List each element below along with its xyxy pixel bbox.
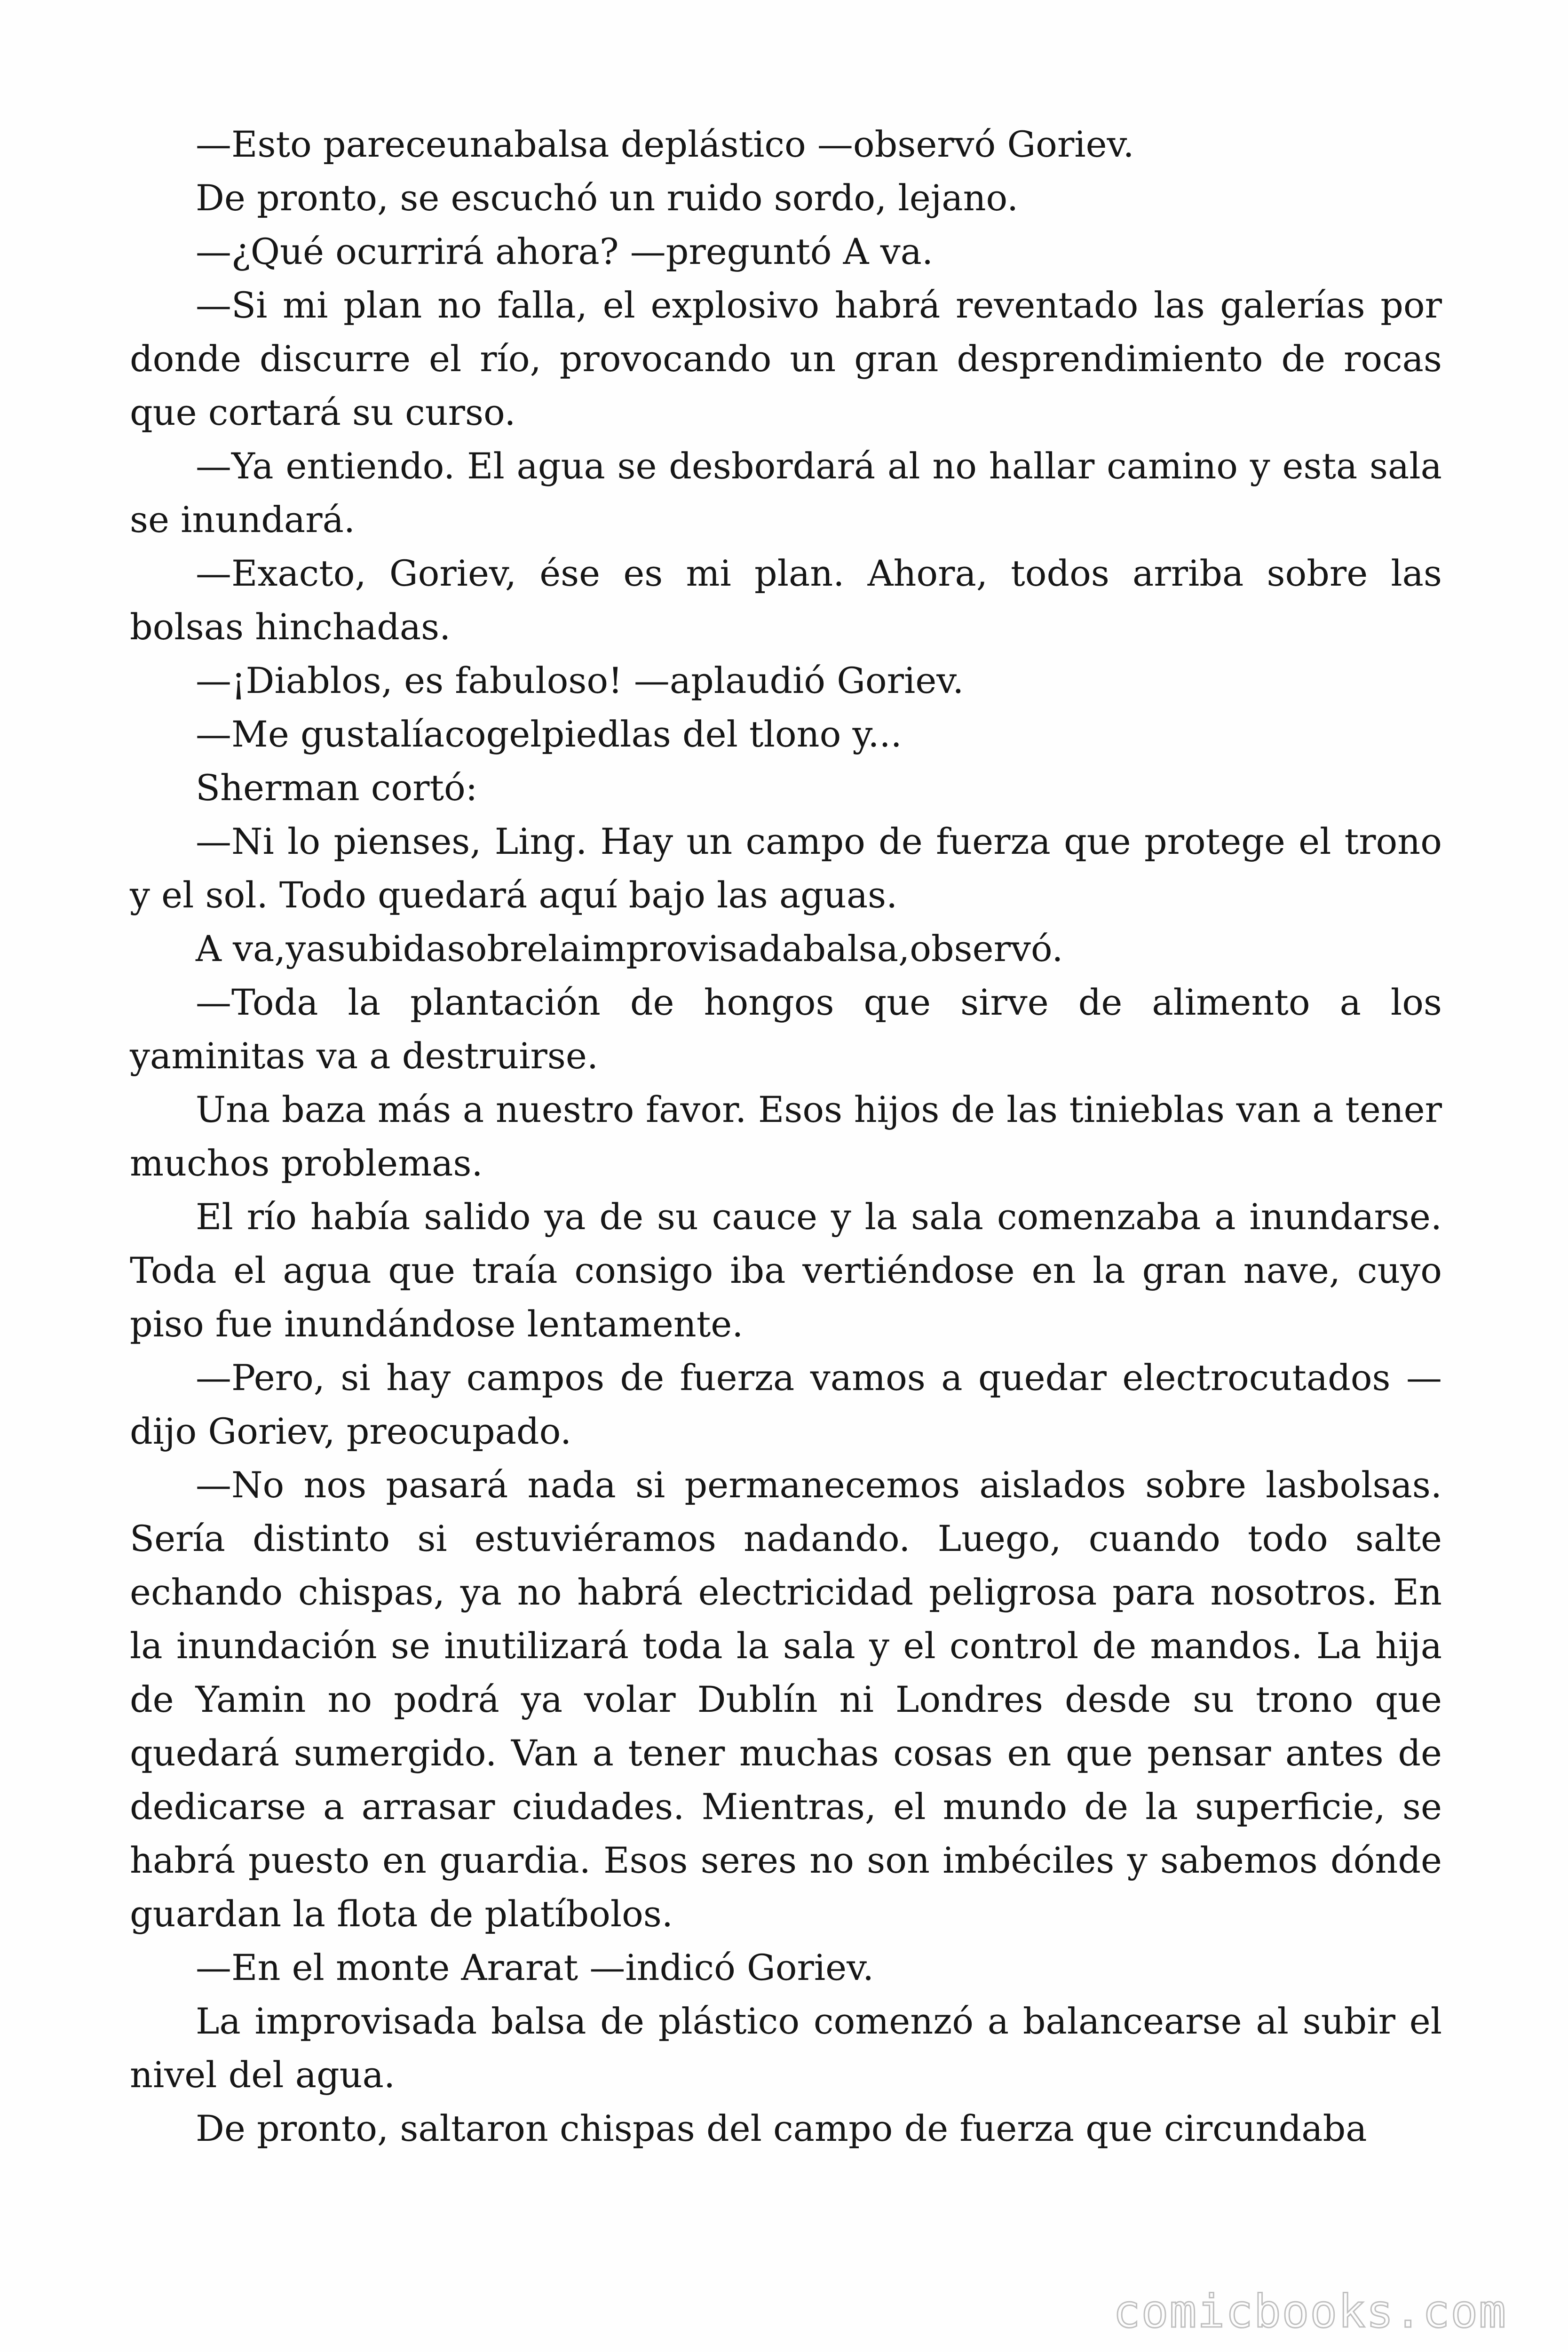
paragraph: De pronto, se escuchó un ruido sordo, lejano. (196, 177, 1019, 219)
paragraph: —Exacto, Goriev, ése es mi plan. Ahora, todos arriba sobre las bolsas hinchadas. (130, 552, 1442, 648)
watermark: comicbooks.com (1113, 2285, 1507, 2338)
paragraph: —Esto pareceunabalsa deplástico —observó Goriev. (196, 123, 1134, 165)
paragraph: —Pero, si hay campos de fuerza vamos a quedar electrocutados —dijo Goriev, preocupado. (130, 1357, 1442, 1452)
paragraph: El río había salido ya de su cauce y la sala comenzaba a inundarse. Toda el agua que traía consigo iba vertiéndose en la gran nave, cuyo piso fue inundándose lentamente. (130, 1196, 1442, 1345)
paragraph: Una baza más a nuestro favor. Esos hijos de las tinieblas van a tener muchos problemas. (130, 1089, 1442, 1184)
paragraph: —Toda la plantación de hongos que sirve de alimento a los yaminitas va a destruirse. (130, 981, 1442, 1077)
paragraph: —¡Diablos, es fabuloso! —aplaudió Goriev. (196, 660, 964, 701)
paragraph: A va,yasubidasobrelaimprovisadabalsa,observó. (196, 928, 1063, 969)
paragraph: —No nos pasará nada si permanecemos aislados sobre lasbolsas. Sería distinto si estuviéramos nadando. Luego, cuando todo salte echando chispas, ya no habrá electricidad peligrosa para nosotros. En la inundación se inutilizará toda la sala y el control de mandos. La hija de Yamin no podrá ya volar Dublín ni Londres desde su trono que quedará sumergido. Van a tener muchas cosas en que pensar antes de dedicarse a arrasar ciudades. Mientras, el mundo de la superficie, se habrá puesto en guardia. Esos seres no son imbéciles y sabemos dónde guardan la flota de platíbolos. (130, 1464, 1442, 1935)
paragraph: —En el monte Ararat —indicó Goriev. (196, 1947, 874, 1988)
paragraph: —Si mi plan no falla, el explosivo habrá reventado las galerías por donde discurre el río, provocando un gran desprendimiento de rocas que cortará su curso. (130, 284, 1442, 433)
paragraph: —Ni lo pienses, Ling. Hay un campo de fuerza que protege el trono y el sol. Todo quedará aquí bajo las aguas. (130, 820, 1442, 916)
paragraph: De pronto, saltaron chispas del campo de fuerza que circundaba (196, 2107, 1367, 2149)
paragraph: —Ya entiendo. El agua se desbordará al no hallar camino y esta sala se inundará. (130, 445, 1442, 540)
body-text (130, 118, 1442, 2155)
paragraph: Sherman cortó: (196, 767, 478, 809)
paragraph: —¿Qué ocurrirá ahora? —preguntó A va. (196, 230, 934, 272)
paragraph: —Me gustalíacogelpiedlas del tlono y... (196, 713, 902, 755)
paragraph: La improvisada balsa de plástico comenzó a balancearse al subir el nivel del agua. (130, 2000, 1442, 2096)
